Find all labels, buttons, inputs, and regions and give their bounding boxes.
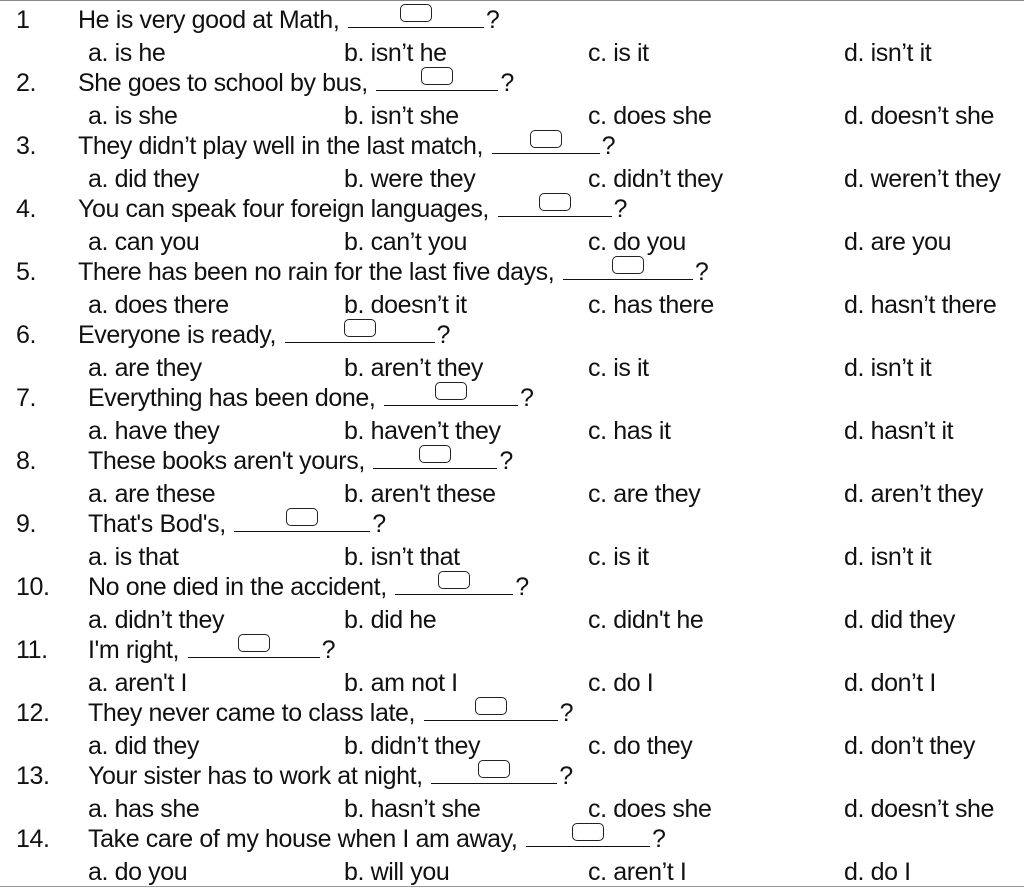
question-text: That's Bod's, xyxy=(88,510,233,538)
question-stem xyxy=(88,698,573,728)
answer-blank[interactable] xyxy=(348,5,484,28)
option-b[interactable]: b. haven’t they xyxy=(344,417,501,445)
option-a[interactable]: a. has she xyxy=(88,795,200,823)
option-d[interactable]: d. isn’t it xyxy=(844,543,932,571)
question-2 xyxy=(0,64,1024,130)
question-text: These books aren't yours, xyxy=(88,447,372,475)
question-stem xyxy=(88,635,335,665)
question-13 xyxy=(0,757,1024,823)
answer-box-icon xyxy=(344,319,376,337)
option-a[interactable]: a. did they xyxy=(88,165,199,193)
question-number: 11. xyxy=(16,636,48,664)
question-mark: ? xyxy=(499,447,513,475)
question-8 xyxy=(0,442,1024,508)
answer-box-icon xyxy=(612,256,644,274)
question-stem xyxy=(78,194,627,224)
question-stem xyxy=(88,446,513,476)
option-a[interactable]: a. are these xyxy=(88,480,216,508)
question-text: Your sister has to work at night, xyxy=(88,762,430,790)
answer-blank[interactable] xyxy=(431,761,557,784)
question-mark: ? xyxy=(500,69,514,97)
option-c[interactable]: c. are they xyxy=(588,480,701,508)
option-c[interactable]: c. does she xyxy=(588,795,712,823)
answer-box-icon xyxy=(475,697,507,715)
question-mark: ? xyxy=(559,699,574,727)
answer-blank[interactable] xyxy=(526,824,650,847)
answer-blank[interactable] xyxy=(563,257,693,280)
option-a[interactable]: a. does there xyxy=(88,291,229,319)
option-a[interactable]: a. did they xyxy=(88,732,199,760)
question-number: 3. xyxy=(16,132,37,160)
answer-box-icon xyxy=(435,382,467,400)
answer-blank[interactable] xyxy=(373,446,497,469)
question-text: Everyone is ready, xyxy=(78,321,283,349)
question-11 xyxy=(0,631,1024,697)
option-c[interactable]: c. is it xyxy=(588,39,649,67)
option-b[interactable]: b. can’t you xyxy=(344,228,468,256)
question-number: 5. xyxy=(16,258,37,286)
option-b[interactable]: b. isn’t that xyxy=(344,543,460,571)
option-c[interactable]: c. didn't he xyxy=(588,606,704,634)
question-mark: ? xyxy=(519,384,534,412)
question-number: 1 xyxy=(16,6,30,34)
option-d[interactable]: d. do I xyxy=(844,858,911,886)
answer-box-icon xyxy=(400,4,432,22)
question-stem xyxy=(78,257,708,287)
question-mark: ? xyxy=(559,762,573,790)
answer-box-icon xyxy=(421,67,453,85)
option-b[interactable]: b. isn’t he xyxy=(344,39,447,67)
question-number: 2. xyxy=(16,69,37,97)
question-1 xyxy=(0,1,1024,67)
question-mark: ? xyxy=(601,132,616,160)
option-c[interactable]: c. is it xyxy=(588,543,649,571)
option-c[interactable]: c. do they xyxy=(588,732,693,760)
question-mark: ? xyxy=(613,195,628,223)
option-b[interactable]: b. doesn’t it xyxy=(344,291,467,319)
question-stem xyxy=(88,509,386,539)
option-b[interactable]: b. hasn’t she xyxy=(344,795,481,823)
option-a[interactable]: a. is she xyxy=(88,102,178,130)
question-4 xyxy=(0,190,1024,256)
question-number: 8. xyxy=(16,447,37,475)
option-d[interactable]: d. isn’t it xyxy=(844,39,932,67)
option-c[interactable]: c. didn’t they xyxy=(588,165,723,193)
option-d[interactable]: d. doesn’t she xyxy=(844,795,995,823)
question-list xyxy=(0,1,1024,886)
option-d[interactable]: d. don’t they xyxy=(844,732,976,760)
question-text: She goes to school by bus, xyxy=(78,69,375,97)
question-stem xyxy=(88,572,529,602)
answer-blank[interactable] xyxy=(188,635,320,658)
question-mark: ? xyxy=(436,321,451,349)
question-mark: ? xyxy=(321,636,336,664)
answer-box-icon xyxy=(478,760,510,778)
option-b[interactable]: b. were they xyxy=(344,165,476,193)
question-5 xyxy=(0,253,1024,319)
question-stem xyxy=(78,68,514,98)
option-b[interactable]: b. did he xyxy=(344,606,437,634)
answer-box-icon xyxy=(238,634,270,652)
question-number: 13. xyxy=(16,762,50,790)
answer-blank[interactable] xyxy=(492,131,600,154)
question-stem xyxy=(88,824,665,854)
bottom-rule xyxy=(0,886,1024,887)
option-d[interactable]: d. doesn’t she xyxy=(844,102,995,130)
question-stem xyxy=(78,320,450,350)
question-text: There has been no rain for the last five days, xyxy=(78,258,561,286)
option-c[interactable]: c. do you xyxy=(588,228,686,256)
option-d[interactable]: d. don’t I xyxy=(844,669,936,697)
question-mark: ? xyxy=(651,825,666,853)
option-d[interactable]: d. are you xyxy=(844,228,952,256)
option-c[interactable]: c. is it xyxy=(588,354,649,382)
option-c[interactable]: c. does she xyxy=(588,102,712,130)
option-a[interactable]: a. can you xyxy=(88,228,200,256)
option-a[interactable]: a. aren't I xyxy=(88,669,188,697)
question-12 xyxy=(0,694,1024,760)
option-d[interactable]: d. aren’t they xyxy=(844,480,983,508)
question-text: I'm right, xyxy=(88,636,186,664)
answer-box-icon xyxy=(286,508,318,526)
option-a[interactable]: a. is he xyxy=(88,39,166,67)
question-text: They never came to class late, xyxy=(88,699,422,727)
option-a[interactable]: a. is that xyxy=(88,543,179,571)
question-7 xyxy=(0,379,1024,445)
answer-box-icon xyxy=(539,193,571,211)
answer-blank[interactable] xyxy=(376,68,498,91)
question-text: They didn’t play well in the last match, xyxy=(78,132,490,160)
option-c[interactable]: c. has it xyxy=(588,417,671,445)
question-text: No one died in the accident, xyxy=(88,573,394,601)
answer-blank[interactable] xyxy=(424,698,558,721)
option-b[interactable]: b. aren’t they xyxy=(344,354,483,382)
question-mark: ? xyxy=(485,6,500,34)
answer-blank[interactable] xyxy=(395,572,513,595)
question-mark: ? xyxy=(515,573,529,601)
answer-blank[interactable] xyxy=(384,383,518,406)
option-d[interactable]: d. hasn’t there xyxy=(844,291,997,319)
question-number: 4. xyxy=(16,195,37,223)
question-mark: ? xyxy=(372,510,386,538)
question-text: You can speak four foreign languages, xyxy=(78,195,496,223)
question-text: He is very good at Math, xyxy=(78,6,346,34)
question-stem xyxy=(78,5,499,35)
option-a[interactable]: a. didn’t they xyxy=(88,606,225,634)
option-a[interactable]: a. have they xyxy=(88,417,220,445)
question-14 xyxy=(0,820,1024,886)
option-c[interactable]: c. aren’t I xyxy=(588,858,687,886)
option-b[interactable]: b. aren't these xyxy=(344,480,496,508)
option-d[interactable]: d. did they xyxy=(844,606,955,634)
question-9 xyxy=(0,505,1024,571)
option-d[interactable]: d. hasn’t it xyxy=(844,417,954,445)
option-b[interactable]: b. am not I xyxy=(344,669,458,697)
option-d[interactable]: d. isn’t it xyxy=(844,354,932,382)
option-a[interactable]: a. are they xyxy=(88,354,202,382)
answer-blank[interactable] xyxy=(285,320,435,343)
answer-box-icon xyxy=(530,130,562,148)
question-3 xyxy=(0,127,1024,193)
option-b[interactable]: b. didn’t they xyxy=(344,732,481,760)
question-6 xyxy=(0,316,1024,382)
question-number: 6. xyxy=(16,321,37,349)
option-b[interactable]: b. isn’t she xyxy=(344,102,459,130)
question-10 xyxy=(0,568,1024,634)
answer-blank[interactable] xyxy=(498,194,612,217)
question-number: 7. xyxy=(16,384,37,412)
question-number: 12. xyxy=(16,699,50,727)
answer-box-icon xyxy=(572,823,604,841)
option-b[interactable]: b. will you xyxy=(344,858,450,886)
question-number: 14. xyxy=(16,825,50,853)
question-stem xyxy=(88,761,573,791)
answer-box-icon xyxy=(419,445,451,463)
option-d[interactable]: d. weren’t they xyxy=(844,165,1001,193)
option-c[interactable]: c. has there xyxy=(588,291,714,319)
question-mark: ? xyxy=(694,258,709,286)
option-a[interactable]: a. do you xyxy=(88,858,188,886)
answer-blank[interactable] xyxy=(234,509,370,532)
question-number: 9. xyxy=(16,510,37,538)
question-number: 10. xyxy=(16,573,50,601)
question-text: Everything has been done, xyxy=(88,384,382,412)
answer-box-icon xyxy=(438,571,470,589)
option-c[interactable]: c. do I xyxy=(588,669,654,697)
question-stem xyxy=(78,131,615,161)
question-stem xyxy=(88,383,534,413)
question-text: Take care of my house when I am away, xyxy=(88,825,524,853)
